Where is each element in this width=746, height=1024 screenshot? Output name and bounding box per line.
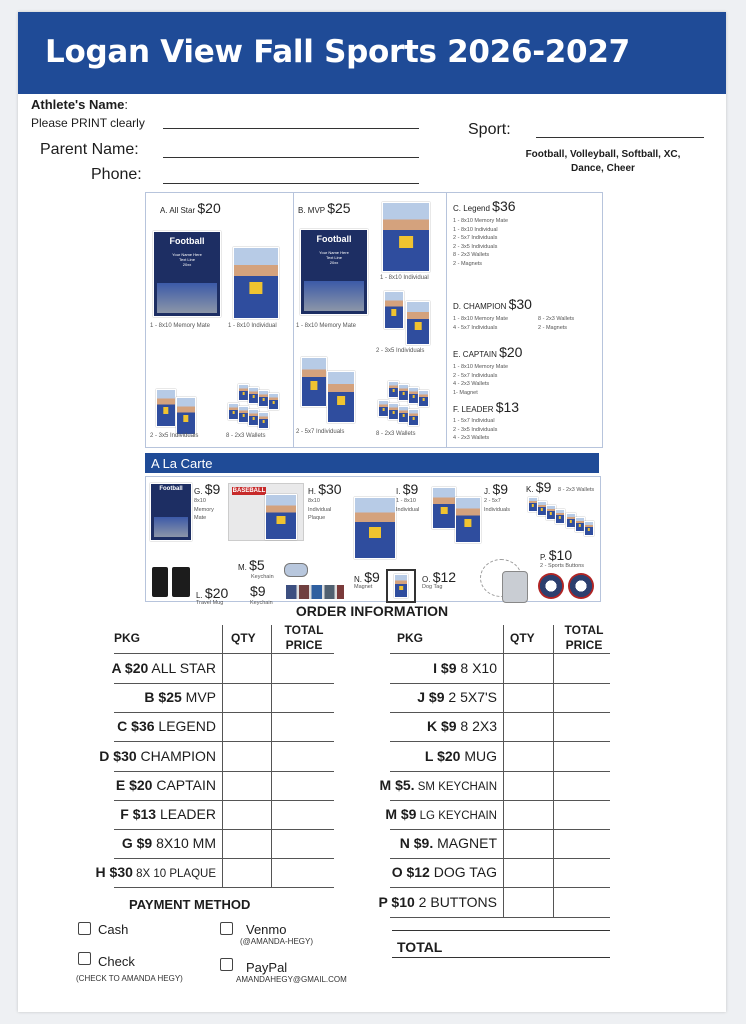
left-total-header: TOTAL PRICE bbox=[284, 623, 324, 652]
package-a-heading: A. All Star $20 bbox=[160, 200, 221, 216]
qty-cell[interactable] bbox=[222, 771, 272, 800]
venmo-label: Venmo bbox=[246, 922, 287, 937]
order-row-label: O $12 DOG TAG bbox=[391, 864, 497, 881]
order-row bbox=[390, 829, 610, 859]
item-g-heading: G. $9 bbox=[194, 481, 221, 497]
package-a-caption-4: 8 - 2x3 Wallets bbox=[226, 433, 266, 439]
travel-mug bbox=[172, 567, 190, 597]
order-row-label: C $36 LEGEND bbox=[117, 718, 216, 735]
order-row-label: B $25 MVP bbox=[144, 689, 216, 706]
sports-button bbox=[538, 573, 564, 599]
cash-checkbox[interactable] bbox=[78, 922, 91, 935]
item-p-desc: 2 - Sports Buttons bbox=[540, 563, 585, 569]
order-row bbox=[114, 771, 334, 801]
right-pkg-header: PKG bbox=[397, 631, 424, 645]
total-field[interactable] bbox=[392, 957, 610, 958]
phone-label: Phone: bbox=[91, 166, 142, 183]
wallet-photo bbox=[418, 390, 429, 407]
left-pkg-header: PKG bbox=[114, 631, 141, 645]
check-label: Check bbox=[98, 954, 135, 969]
total-label: TOTAL bbox=[397, 939, 443, 955]
order-row-label: J $9 2 5X7'S bbox=[417, 689, 497, 706]
qty-cell[interactable] bbox=[503, 800, 554, 829]
order-row bbox=[99, 742, 334, 772]
total-price-cell[interactable] bbox=[271, 858, 335, 887]
right-qty-header: QTY bbox=[510, 631, 535, 645]
item-j-desc: 2 - 5x7 Individuals bbox=[484, 498, 510, 513]
item-g-desc: 8x10 Memory Mate bbox=[194, 498, 214, 522]
title-banner bbox=[18, 12, 726, 94]
item-l-heading: L. $20 bbox=[196, 585, 229, 601]
payment-method-heading: PAYMENT METHOD bbox=[129, 897, 251, 912]
magnet-photo bbox=[386, 569, 416, 603]
order-row-label: M $9 LG KEYCHAIN bbox=[385, 806, 497, 822]
sport-label: Sport: bbox=[468, 121, 511, 138]
qty-cell[interactable] bbox=[503, 742, 554, 771]
parent-name-label: Parent Name: bbox=[40, 141, 139, 158]
total-price-cell[interactable] bbox=[553, 800, 611, 829]
item-i-desc: 1 - 8x10 Individual bbox=[396, 498, 420, 513]
package-b-caption-4: 2 - 5x7 Individuals bbox=[296, 429, 345, 435]
paypal-label: PayPal bbox=[246, 960, 288, 975]
order-row bbox=[390, 683, 610, 713]
qty-cell[interactable] bbox=[222, 858, 272, 887]
alacarte-title: A La Carte bbox=[151, 456, 213, 471]
individual-photo bbox=[354, 497, 396, 559]
qty-cell[interactable] bbox=[222, 800, 272, 829]
order-row bbox=[111, 654, 334, 684]
sports-list: Football, Volleyball, Softball, XC, Dance, Cheer bbox=[525, 149, 681, 174]
total-price-cell[interactable] bbox=[553, 771, 611, 800]
memory-mate-photo: Football bbox=[150, 483, 192, 541]
item-k-desc: 8 - 2x3 Wallets bbox=[558, 487, 595, 493]
package-c-details: 1 - 8x10 Memory Mate 1 - 8x10 Individual 2 - 5x7 Individuals 2 - 3x5 Individuals 8 - 2x3 Wallets 2 - Magnets bbox=[453, 218, 509, 267]
item-m-desc: Keychain bbox=[251, 574, 274, 580]
package-b-heading: B. MVP $25 bbox=[298, 200, 351, 216]
small-photo bbox=[406, 301, 430, 345]
qty-cell[interactable] bbox=[222, 742, 272, 771]
order-row bbox=[114, 683, 334, 713]
item-p-heading: P. $10 bbox=[540, 547, 573, 563]
order-row-label: I $9 8 X10 bbox=[433, 660, 497, 676]
order-row-label: H $30 8X 10 PLAQUE bbox=[95, 864, 216, 881]
qty-cell[interactable] bbox=[503, 888, 554, 917]
qty-cell[interactable] bbox=[222, 829, 272, 858]
wallet-photo bbox=[268, 393, 279, 410]
qty-cell[interactable] bbox=[222, 683, 272, 712]
order-row bbox=[379, 771, 610, 801]
package-catalog bbox=[145, 192, 603, 448]
qty-cell[interactable] bbox=[503, 683, 554, 712]
catalog-divider bbox=[446, 193, 447, 447]
athlete-name-label: Athlete's Name: bbox=[31, 97, 129, 112]
qty-cell[interactable] bbox=[503, 829, 554, 858]
item-lg-keychain-heading: $9 bbox=[250, 583, 266, 599]
package-c-heading: C. Legend $36 bbox=[453, 198, 516, 214]
right-total-header: TOTAL PRICE bbox=[564, 623, 604, 652]
package-a-caption-3: 2 - 3x5 Individuals bbox=[150, 433, 199, 439]
venmo-note: (@AMANDA-HEGY) bbox=[240, 937, 314, 946]
package-a-caption-1: 1 - 8x10 Memory Mate bbox=[150, 323, 211, 329]
page-title: Logan View Fall Sports 2026-2027 bbox=[45, 34, 630, 70]
total-price-cell[interactable] bbox=[553, 858, 611, 887]
package-e-details: 1 - 8x10 Memory Mate 2 - 5x7 Individuals 4 - 2x3 Wallets 1- Magnet bbox=[453, 364, 509, 396]
total-price-cell[interactable] bbox=[553, 888, 611, 917]
order-row-label: N $9. MAGNET bbox=[399, 835, 497, 852]
small-photo bbox=[327, 371, 355, 423]
order-row-label: L $20 MUG bbox=[424, 747, 497, 764]
venmo-checkbox[interactable] bbox=[220, 922, 233, 935]
wallet-photo bbox=[555, 509, 565, 524]
qty-cell[interactable] bbox=[503, 712, 554, 741]
total-price-cell[interactable] bbox=[271, 800, 335, 829]
alacarte-header bbox=[145, 453, 599, 473]
package-b-caption-2: 1 - 8x10 Memory Mate bbox=[296, 323, 357, 329]
total-price-cell[interactable] bbox=[553, 712, 611, 741]
order-row-label: A $20 ALL STAR bbox=[111, 660, 216, 676]
package-d-heading: D. CHAMPION $30 bbox=[453, 296, 532, 312]
order-row bbox=[390, 654, 610, 684]
print-hint: Please PRINT clearly bbox=[31, 116, 145, 130]
individual-photo bbox=[382, 202, 430, 272]
package-b-caption-3: 2 - 3x5 Individuals bbox=[376, 348, 425, 354]
qty-cell[interactable] bbox=[503, 858, 554, 887]
package-d-details-right: 8 - 2x3 Wallets 2 - Magnets bbox=[538, 316, 575, 331]
total-top-rule bbox=[392, 930, 610, 931]
item-o-heading: O. $12 bbox=[422, 569, 457, 585]
total-price-cell[interactable] bbox=[271, 654, 335, 683]
order-row bbox=[114, 829, 334, 859]
small-photo bbox=[384, 291, 404, 329]
item-lg-keychain-desc: Keychain bbox=[250, 600, 273, 606]
paypal-checkbox[interactable] bbox=[220, 958, 233, 971]
total-price-cell[interactable] bbox=[553, 829, 611, 858]
plaque-photo: BASEBALL bbox=[228, 483, 304, 541]
qty-cell[interactable] bbox=[503, 771, 554, 800]
phone-field[interactable] bbox=[163, 183, 419, 184]
package-f-details: 1 - 5x7 Individual 2 - 3x5 Individuals 4 - 2x3 Wallets bbox=[453, 418, 498, 442]
package-d-details-left: 1 - 8x10 Memory Mate 4 - 5x7 Individuals bbox=[453, 316, 509, 331]
keychain-icon bbox=[284, 563, 308, 577]
order-row-label: F $13 LEADER bbox=[120, 806, 216, 822]
package-e-heading: E. CAPTAIN $20 bbox=[453, 344, 523, 360]
wallet-photo bbox=[258, 412, 269, 429]
total-price-cell[interactable] bbox=[553, 742, 611, 771]
catalog-divider bbox=[293, 193, 294, 447]
left-qty-header: QTY bbox=[231, 631, 256, 645]
paypal-note: AMANDAHEGY@GMAIL.COM bbox=[236, 975, 347, 984]
small-photo bbox=[455, 497, 481, 543]
package-a-caption-2: 1 - 8x10 Individual bbox=[228, 323, 277, 329]
order-row bbox=[385, 800, 610, 830]
item-l-desc: Travel Mug bbox=[196, 600, 224, 606]
small-photo bbox=[301, 357, 327, 407]
total-price-cell[interactable] bbox=[553, 654, 611, 683]
qty-cell[interactable] bbox=[222, 654, 272, 683]
sports-button bbox=[568, 573, 594, 599]
order-row bbox=[390, 858, 610, 888]
check-checkbox[interactable] bbox=[78, 952, 91, 965]
order-row bbox=[378, 888, 610, 918]
sport-field[interactable] bbox=[536, 137, 704, 138]
order-row bbox=[114, 800, 334, 830]
item-n-heading: N. $9 bbox=[354, 569, 380, 585]
order-form-sheet bbox=[18, 12, 726, 1012]
dog-tag bbox=[502, 571, 528, 603]
item-k-heading: K. $9 bbox=[526, 479, 552, 495]
item-i-heading: I. $9 bbox=[396, 481, 419, 497]
total-price-cell[interactable] bbox=[271, 742, 335, 771]
small-photo bbox=[156, 389, 176, 427]
item-j-heading: J. $9 bbox=[484, 481, 509, 497]
package-b-caption-5: 8 - 2x3 Wallets bbox=[376, 431, 416, 437]
order-information-heading: ORDER INFORMATION bbox=[295, 603, 449, 619]
athlete-name-field[interactable] bbox=[163, 128, 419, 129]
package-b-caption-1: 1 - 8x10 Individual bbox=[380, 275, 429, 281]
memory-mate-photo: Football Your Name Here Text Line 20xx bbox=[153, 231, 221, 317]
order-row bbox=[390, 712, 610, 742]
wallet-photo bbox=[584, 521, 594, 536]
order-row-label: E $20 CAPTAIN bbox=[115, 776, 216, 793]
keychain-photos bbox=[286, 585, 344, 599]
order-row bbox=[390, 742, 610, 772]
cash-label: Cash bbox=[98, 922, 129, 937]
qty-cell[interactable] bbox=[222, 712, 272, 741]
small-photo bbox=[432, 487, 456, 529]
total-price-cell[interactable] bbox=[271, 829, 335, 858]
wallet-photo bbox=[408, 409, 419, 426]
item-n-desc: Magnet bbox=[354, 584, 373, 590]
total-price-cell[interactable] bbox=[271, 683, 335, 712]
item-h-desc: 8x10 Individual Plaque bbox=[308, 498, 332, 522]
parent-name-field[interactable] bbox=[163, 157, 419, 158]
small-photo bbox=[176, 397, 196, 435]
total-price-cell[interactable] bbox=[271, 771, 335, 800]
order-row-label: G $9 8X10 MM bbox=[121, 835, 216, 852]
order-row-label: K $9 8 2X3 bbox=[426, 718, 497, 735]
memory-mate-photo: Football Your Name Here Text Line 20xx bbox=[300, 229, 368, 315]
total-price-cell[interactable] bbox=[553, 683, 611, 712]
individual-photo bbox=[233, 247, 279, 319]
order-row bbox=[95, 858, 334, 888]
travel-mug bbox=[152, 567, 168, 597]
item-m-heading: M. $5 bbox=[238, 557, 265, 573]
order-row-label: M $5. SM KEYCHAIN bbox=[379, 776, 497, 793]
qty-cell[interactable] bbox=[503, 654, 554, 683]
order-row-label: D $30 CHAMPION bbox=[99, 747, 216, 764]
package-f-heading: F. LEADER $13 bbox=[453, 399, 520, 415]
alacarte-catalog bbox=[145, 476, 601, 606]
item-o-desc: Dog Tag bbox=[422, 584, 443, 590]
total-price-cell[interactable] bbox=[271, 712, 335, 741]
check-note: (CHECK TO AMANDA HEGY) bbox=[76, 974, 183, 983]
order-row-label: P $10 2 BUTTONS bbox=[378, 893, 497, 910]
order-row bbox=[114, 712, 334, 742]
item-h-heading: H. $30 bbox=[308, 481, 342, 497]
